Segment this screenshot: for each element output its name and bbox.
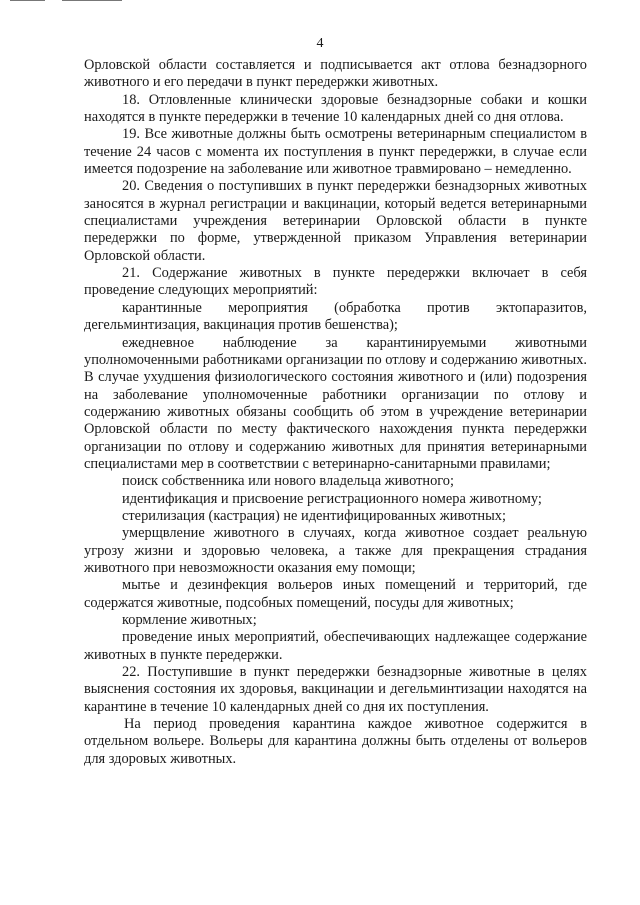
paragraph-20: 20. Сведения о поступивших в пункт передержки безнадзорных животных заносятся в журнал регистрации и вакцинации, который ведется ветеринарными специалистами учреждения ветеринарии Орловской области в пункте передержки по форме, утвержденной приказом Управления ветеринарии Орловской области. xyxy=(84,178,587,264)
list-item-observation: ежедневное наблюдение за карантинируемыми животными уполномоченными работниками организации по отлову и содержанию животных. В случае ухудшения физиологического состояния животного и (или) подозрения на заболевание уполномоченные работники организации по отлову и содержанию животных обязаны сообщить об этом в учреждение ветеринарии Орловской области по месту фактического нахождения пункта передержки организации по отлову и содержанию животных для принятия ветеринарными специалистами мер в соответствии с ветеринарно-санитарными правилами; xyxy=(84,334,587,472)
paragraph-21: 21. Содержание животных в пункте передержки включает в себя проведение следующих мероприятий: xyxy=(84,265,587,299)
document-body xyxy=(84,57,587,768)
paragraph-19: 19. Все животные должны быть осмотрены ветеринарным специалистом в течение 24 часов с момента их поступления в пункт передержки, в случае если имеется подозрение на заболевание или животное травмировано – немедленно. xyxy=(84,126,587,178)
paragraph-quarantine-enclosures: На период проведения карантина каждое животное содержится в отдельном вольере. Вольеры для карантина должны быть отделены от вольеров для здоровых животных. xyxy=(84,716,587,767)
list-item-euthanasia: умерщвление животного в случаях, когда животное создает реальную угрозу жизни и здоровью человека, а также для прекращения страдания животного при невозможности оказания ему помощи; xyxy=(84,525,587,576)
list-item-disinfection: мытье и дезинфекция вольеров иных помещений и территорий, где содержатся животные, подсобных помещений, посуды для животных; xyxy=(84,577,587,611)
list-item-other-measures: проведение иных мероприятий, обеспечивающих надлежащее содержание животных в пункте передержки. xyxy=(84,629,587,663)
paragraph: Орловской области составляется и подписывается акт отлова безнадзорного животного и его передачи в пункт передержки животных. xyxy=(84,57,587,91)
scan-artifact-line xyxy=(10,0,45,1)
scan-artifact-line xyxy=(62,0,122,1)
paragraph-22: 22. Поступившие в пункт передержки безнадзорные животные в целях выяснения состояния их здоровья, вакцинации и дегельминтизации находятся на карантине в течение 10 календарных дней со дня их поступления. xyxy=(84,664,587,715)
paragraph-18: 18. Отловленные клинически здоровые безнадзорные собаки и кошки находятся в пункте передержки в течение 10 календарных дней со дня отлова. xyxy=(84,91,587,126)
list-item-owner-search: поиск собственника или нового владельца животного; xyxy=(122,473,455,490)
list-item-feeding: кормление животных; xyxy=(122,612,257,628)
list-item-quarantine: карантинные мероприятия (обработка против эктопаразитов, дегельминтизация, вакцинация против бешенства); xyxy=(84,299,587,334)
list-item-sterilization: стерилизация (кастрация) не идентифицированных животных; xyxy=(122,507,506,524)
list-item-identification: идентификация и присвоение регистрационного номера животному; xyxy=(122,490,542,507)
page-number: 4 xyxy=(316,36,324,51)
